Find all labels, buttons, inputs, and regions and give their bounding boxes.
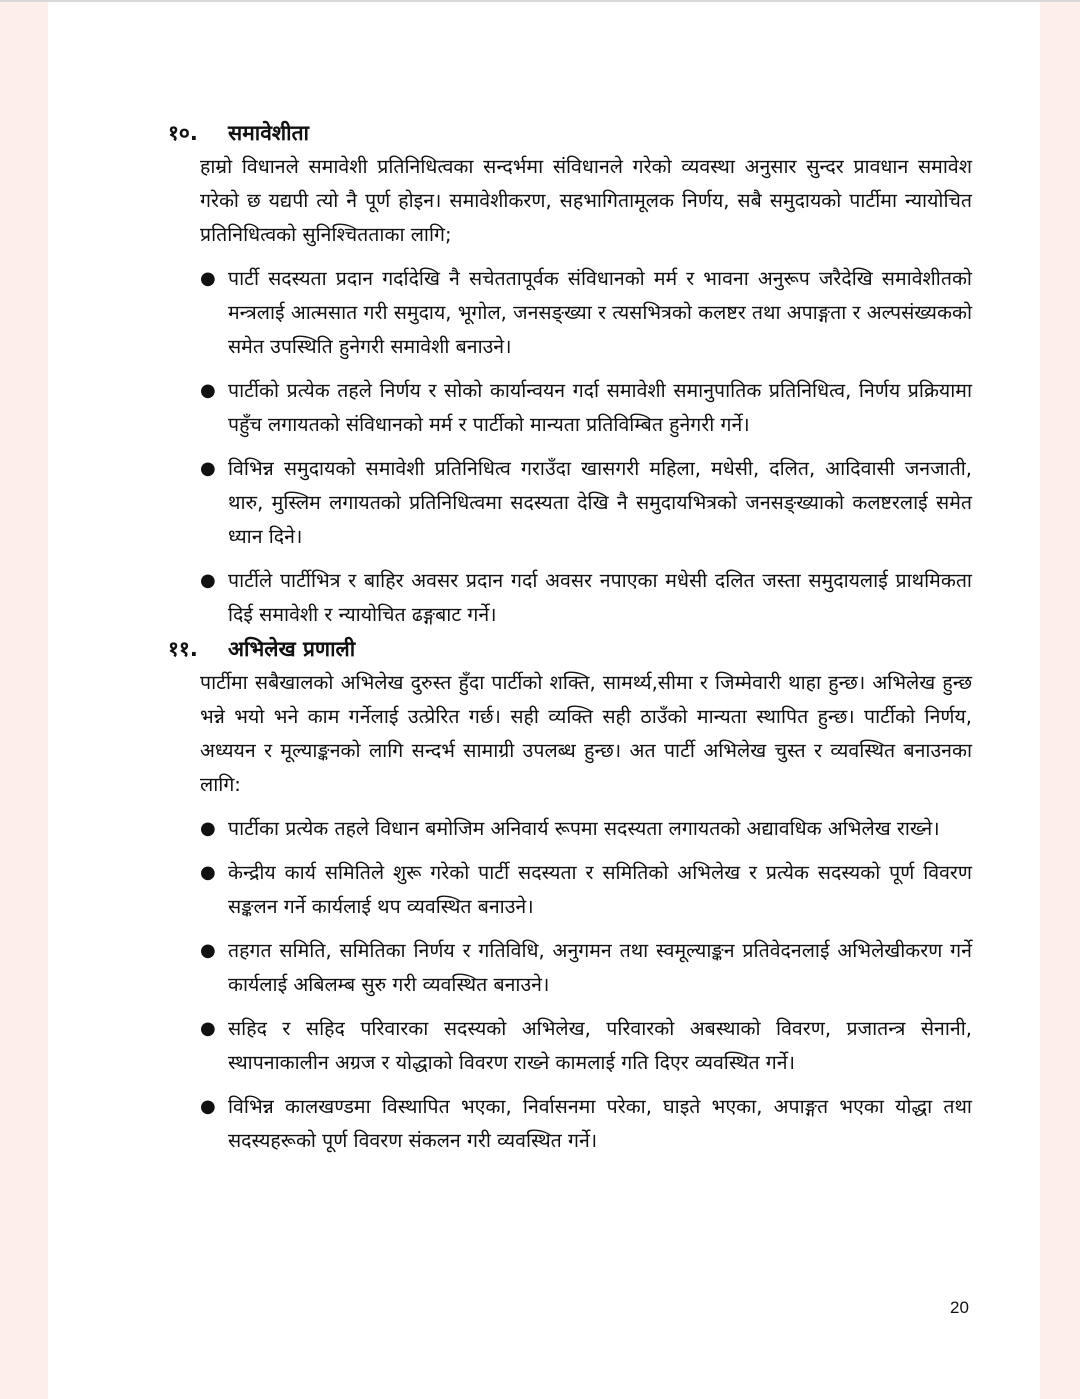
bullet-icon: ● [200, 1096, 216, 1117]
bullet-icon: ● [200, 380, 216, 401]
document-page [48, 2, 1040, 1399]
list-item-text: पार्टीले पार्टीभित्र र बाहिर अवसर प्रदान गर्दा अवसर नपाएका मधेसी दलित जस्ता समुदायलाई प्राथमिकता दिई समावेशी र न्यायोचित ढङ्गबाट गर्ने। [228, 569, 972, 626]
list-item-text: विभिन्न समुदायको समावेशी प्रतिनिधित्व गराउँदा खासगरी महिला, मधेसी, दलित, आदिवासी जनजाती, थारु, मुस्लिम लगायतको प्रतिनिधित्वमा सदस्यता देखि नै समुदायभित्रको जनसङ्ख्याको कलष्टरलाई समेत ध्यान दिने। [228, 457, 972, 548]
list-item-text: पार्टी सदस्यता प्रदान गर्दादेखि नै सचेततापूर्वक संविधानको मर्म र भावना अनुरूप जरैदेखि समावेशीतको मन्त्रलाई आत्मसात गरी समुदाय, भूगोल, जनसङ्ख्या र त्यसभित्रको कलष्टर तथा अपाङ्गता र अल्पसंख्यकको समेत उपस्थिति हुनेगरी समावेशी बनाउने। [228, 267, 972, 358]
bullet-icon: ● [200, 458, 216, 479]
section-records-system [168, 634, 972, 1158]
list-item-text: तहगत समिति, समितिका निर्णय र गतिविधि, अनुगमन तथा स्वमूल्याङ्कन प्रतिवेदनलाई अभिलेखीकरण गर्ने कार्यलाई अबिलम्ब सुरु गरी व्यवस्थित बनाउने। [228, 939, 972, 996]
list-item [200, 856, 972, 924]
bullet-list [168, 262, 972, 632]
page-content [168, 118, 972, 1168]
list-item-text: पार्टीका प्रत्येक तहले विधान बमोजिम अनिवार्य रूपमा सदस्यता लगायतको अद्यावधिक अभिलेख राख्ने। [228, 817, 940, 840]
bullet-icon: ● [200, 570, 216, 591]
list-item [200, 374, 972, 442]
list-item [200, 452, 972, 554]
bullet-list [168, 812, 972, 1158]
page-number: 20 [950, 1298, 969, 1317]
list-item-text: विभिन्न कालखण्डमा विस्थापित भएका, निर्वासनमा परेका, घाइते भएका, अपाङ्गत भएका योद्धा तथा सदस्यहरूको पूर्ण विवरण संकलन गरी व्यवस्थित गर्ने। [228, 1095, 972, 1152]
bullet-icon: ● [200, 268, 216, 289]
list-item [200, 934, 972, 1002]
section-heading [168, 118, 972, 148]
bullet-icon: ● [200, 862, 216, 883]
section-heading [168, 634, 972, 664]
list-item [200, 564, 972, 632]
list-item [200, 262, 972, 364]
bullet-icon: ● [200, 1018, 216, 1039]
section-number: ११. [168, 637, 198, 661]
section-title: समावेशीता [228, 121, 309, 145]
section-title: अभिलेख प्रणाली [228, 637, 356, 661]
list-item [200, 1012, 972, 1080]
list-item-text: केन्द्रीय कार्य समितिले शुरू गरेको पार्टी सदस्यता र समितिको अभिलेख र प्रत्येक सदस्यको पूर्ण विवरण सङ्कलन गर्ने कार्यलाई थप व्यवस्थित बनाउने। [228, 861, 972, 918]
list-item [200, 1090, 972, 1158]
section-intro: हाम्रो विधानले समावेशी प्रतिनिधित्वका सन्दर्भमा संविधानले गरेको व्यवस्था अनुसार सुन्दर प्रावधान समावेश गरेको छ यद्यपी त्यो नै पूर्ण होइन। समावेशीकरण, सहभागितामूलक निर्णय, सबै समुदायको पार्टीमा न्यायोचित प्रतिनिधित्वको सुनिश्चितताका लागि; [200, 155, 972, 246]
section-number: १०. [168, 121, 198, 145]
list-item-text: पार्टीको प्रत्येक तहले निर्णय र सोको कार्यान्वयन गर्दा समावेशी समानुपातिक प्रतिनिधित्व, निर्णय प्रक्रियामा पहुँच लगायतको संविधानको मर्म र पार्टीको मान्यता प्रतिविम्बित हुनेगरी गर्ने। [228, 379, 972, 436]
list-item-text: सहिद र सहिद परिवारका सदस्यको अभिलेख, परिवारको अबस्थाको विवरण, प्रजातन्त्र सेनानी, स्थापनाकालीन अग्रज र योद्धाको विवरण राख्ने कामलाई गति दिएर व्यवस्थित गर्ने। [228, 1017, 972, 1074]
list-item [200, 812, 972, 846]
section-intro: पार्टीमा सबैखालको अभिलेख दुरुस्त हुँदा पार्टीको शक्ति, सामर्थ्य,सीमा र जिम्मेवारी थाहा हुन्छ। अभिलेख हुन्छ भन्ने भयो भने काम गर्नेलाई उत्प्रेरित गर्छ। सही व्यक्ति सही ठाउँको मान्यता स्थापित हुन्छ। पार्टीको निर्णय, अध्ययन र मूल्याङ्कनको लागि सन्दर्भ सामाग्री उपलब्ध हुन्छ। अत पार्टी अभिलेख चुस्त र व्यवस्थित बनाउनका लागि: [200, 671, 972, 796]
section-inclusiveness [168, 118, 972, 632]
bullet-icon: ● [200, 940, 216, 961]
bullet-icon: ● [200, 818, 216, 839]
